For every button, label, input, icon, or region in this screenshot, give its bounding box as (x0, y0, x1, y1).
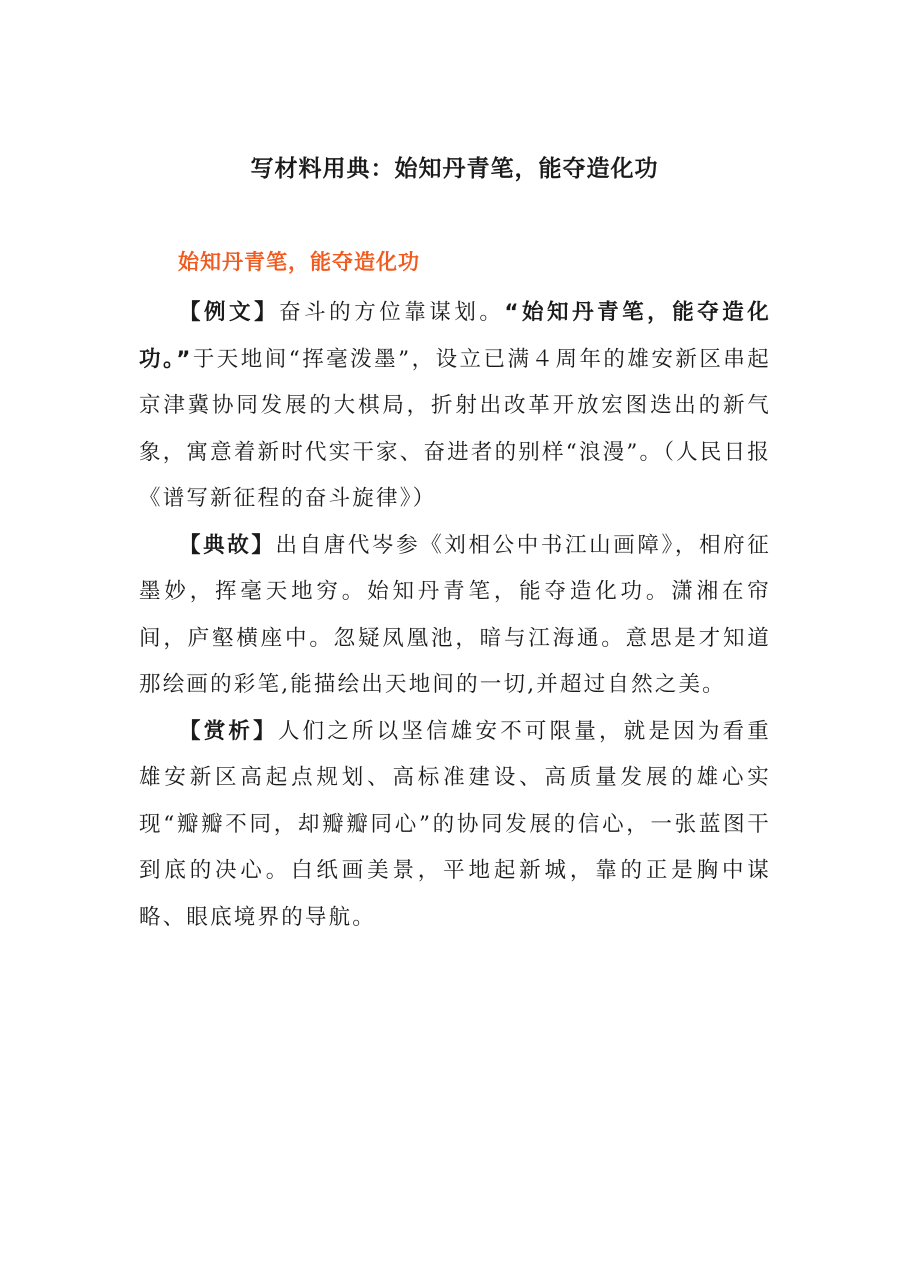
example-tag: 【例文】 (179, 300, 280, 325)
analysis-tag: 【赏析】 (179, 718, 278, 744)
document-title: 写材料用典：始知丹青笔，能夺造化功 (250, 156, 659, 182)
example-text: 于天地间“挥毫泼墨”，设立已满４周年的雄安新区串起京津冀协同发展的大棋局，折射出改革开放宏图迭出的新气象，寓意着新时代实干家、奋进者的别样“浪漫”。（人民日报《谱写新征程的奋斗旋律》） (139, 346, 771, 511)
section-subtitle: 始知丹青笔，能夺造化功 (178, 250, 420, 274)
allusion-text: 出自唐代岑参《刘相公中书江山画障》，相府征墨妙，挥毫天地穷。始知丹青笔，能夺造化功。潇湘在帘间，庐壑横座中。忽疑凤凰池，暗与江海通。意思是才知道那绘画的彩笔,能描绘出天地间的一切,并超过自然之美。 (139, 532, 771, 697)
analysis-text: 人们之所以坚信雄安不可限量，就是因为看重雄安新区高起点规划、高标准建设、高质量发展的雄心实现“瓣瓣不同，却瓣瓣同心”的协同发展的信心，一张蓝图干到底的决心。白纸画美景，平地起新城，靠的正是胸中谋略、眼底境界的导航。 (139, 718, 771, 930)
document-body (139, 290, 771, 941)
allusion-paragraph (139, 523, 771, 709)
example-lead: 奋斗的方位靠谋划。 (279, 300, 505, 325)
example-quote: “始知丹青笔，能夺造化功。” (139, 300, 771, 372)
allusion-tag: 【典故】 (179, 532, 276, 558)
example-paragraph (139, 290, 771, 523)
analysis-paragraph (139, 709, 771, 942)
